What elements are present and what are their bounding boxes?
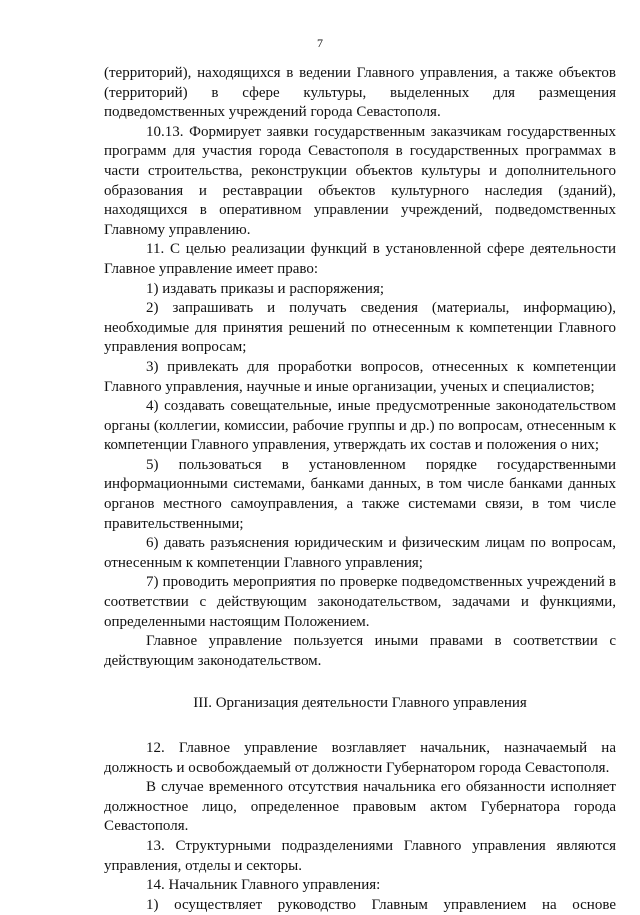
- paragraph: 12. Главное управление возглавляет начальник, назначаемый на должность и освобождаемый от должности Губернатором города Севастополя.: [104, 740, 616, 776]
- list-item: 2) запрашивать и получать сведения (материалы, информацию), необходимые для принятия решений по отнесенным к компетенции Главного управления вопросам;: [104, 300, 616, 356]
- paragraph: 14. Начальник Главного управления:: [146, 877, 381, 894]
- list-item: 6) давать разъяснения юридическим и физическим лицам по вопросам, отнесенным к компетенции Главного управления;: [104, 535, 616, 571]
- section-heading: III. Организация деятельности Главного управления: [193, 695, 527, 712]
- list-item: 3) привлекать для проработки вопросов, отнесенных к компетенции Главного управления, научные и иные организации, ученых и специалистов;: [104, 358, 616, 395]
- paragraph: Главное управление пользуется иными правами в соответствии с действующим законодательством.: [104, 633, 616, 669]
- list-item: 7) проводить мероприятия по проверке подведомственных учреждений в соответствии с действующим законодательством, задачами и функциями, определенными настоящим Положением.: [104, 574, 616, 630]
- paragraph: (территорий), находящихся в ведении Главного управления, а также объектов (территорий) в сфере культуры, выделенных для размещения подведомственных учреждений города Севастополя.: [104, 65, 616, 121]
- page-number: 7: [317, 36, 323, 50]
- paragraphs-before-heading: [104, 64, 616, 671]
- list-item: 4) создавать совещательные, иные предусмотренные законодательством органы (коллегии, комиссии, рабочие группы и др.) по вопросам, отнесенным к компетенции Главного управления, утверждать их состав и положения о них;: [104, 398, 616, 454]
- list-item: 1) осуществляет руководство Главным управлением на основе: [146, 896, 616, 913]
- paragraph: В случае временного отсутствия начальника его обязанности исполняет должностное лицо, определенное правовым актом Губернатора города Севастополя.: [104, 779, 616, 835]
- paragraph: 11. С целью реализации функций в установленной сфере деятельности Главное управление имеет право:: [104, 241, 616, 277]
- paragraphs-after-heading: [104, 739, 616, 915]
- list-item: 1) издавать приказы и распоряжения;: [146, 280, 385, 297]
- paragraph: 13. Структурными подразделениями Главного управления являются управления, отделы и секторы.: [104, 837, 616, 874]
- document-body: [104, 64, 616, 915]
- paragraph: 10.13. Формирует заявки государственным заказчикам государственных программ для участия города Севастополя в государственных программах в части строительства, реконструкции объектов культуры и дополнительного образования и реставрации объектов культурного наследия (зданий), находящихся в оперативном управлении учреждений, подведомственных Главному управлению.: [104, 123, 616, 238]
- list-item: 5) пользоваться в установленном порядке государственными информационными системами, банками данных, в том числе банками данных органов местного самоуправления, а также системами связи, в том числе правительственными;: [104, 456, 616, 532]
